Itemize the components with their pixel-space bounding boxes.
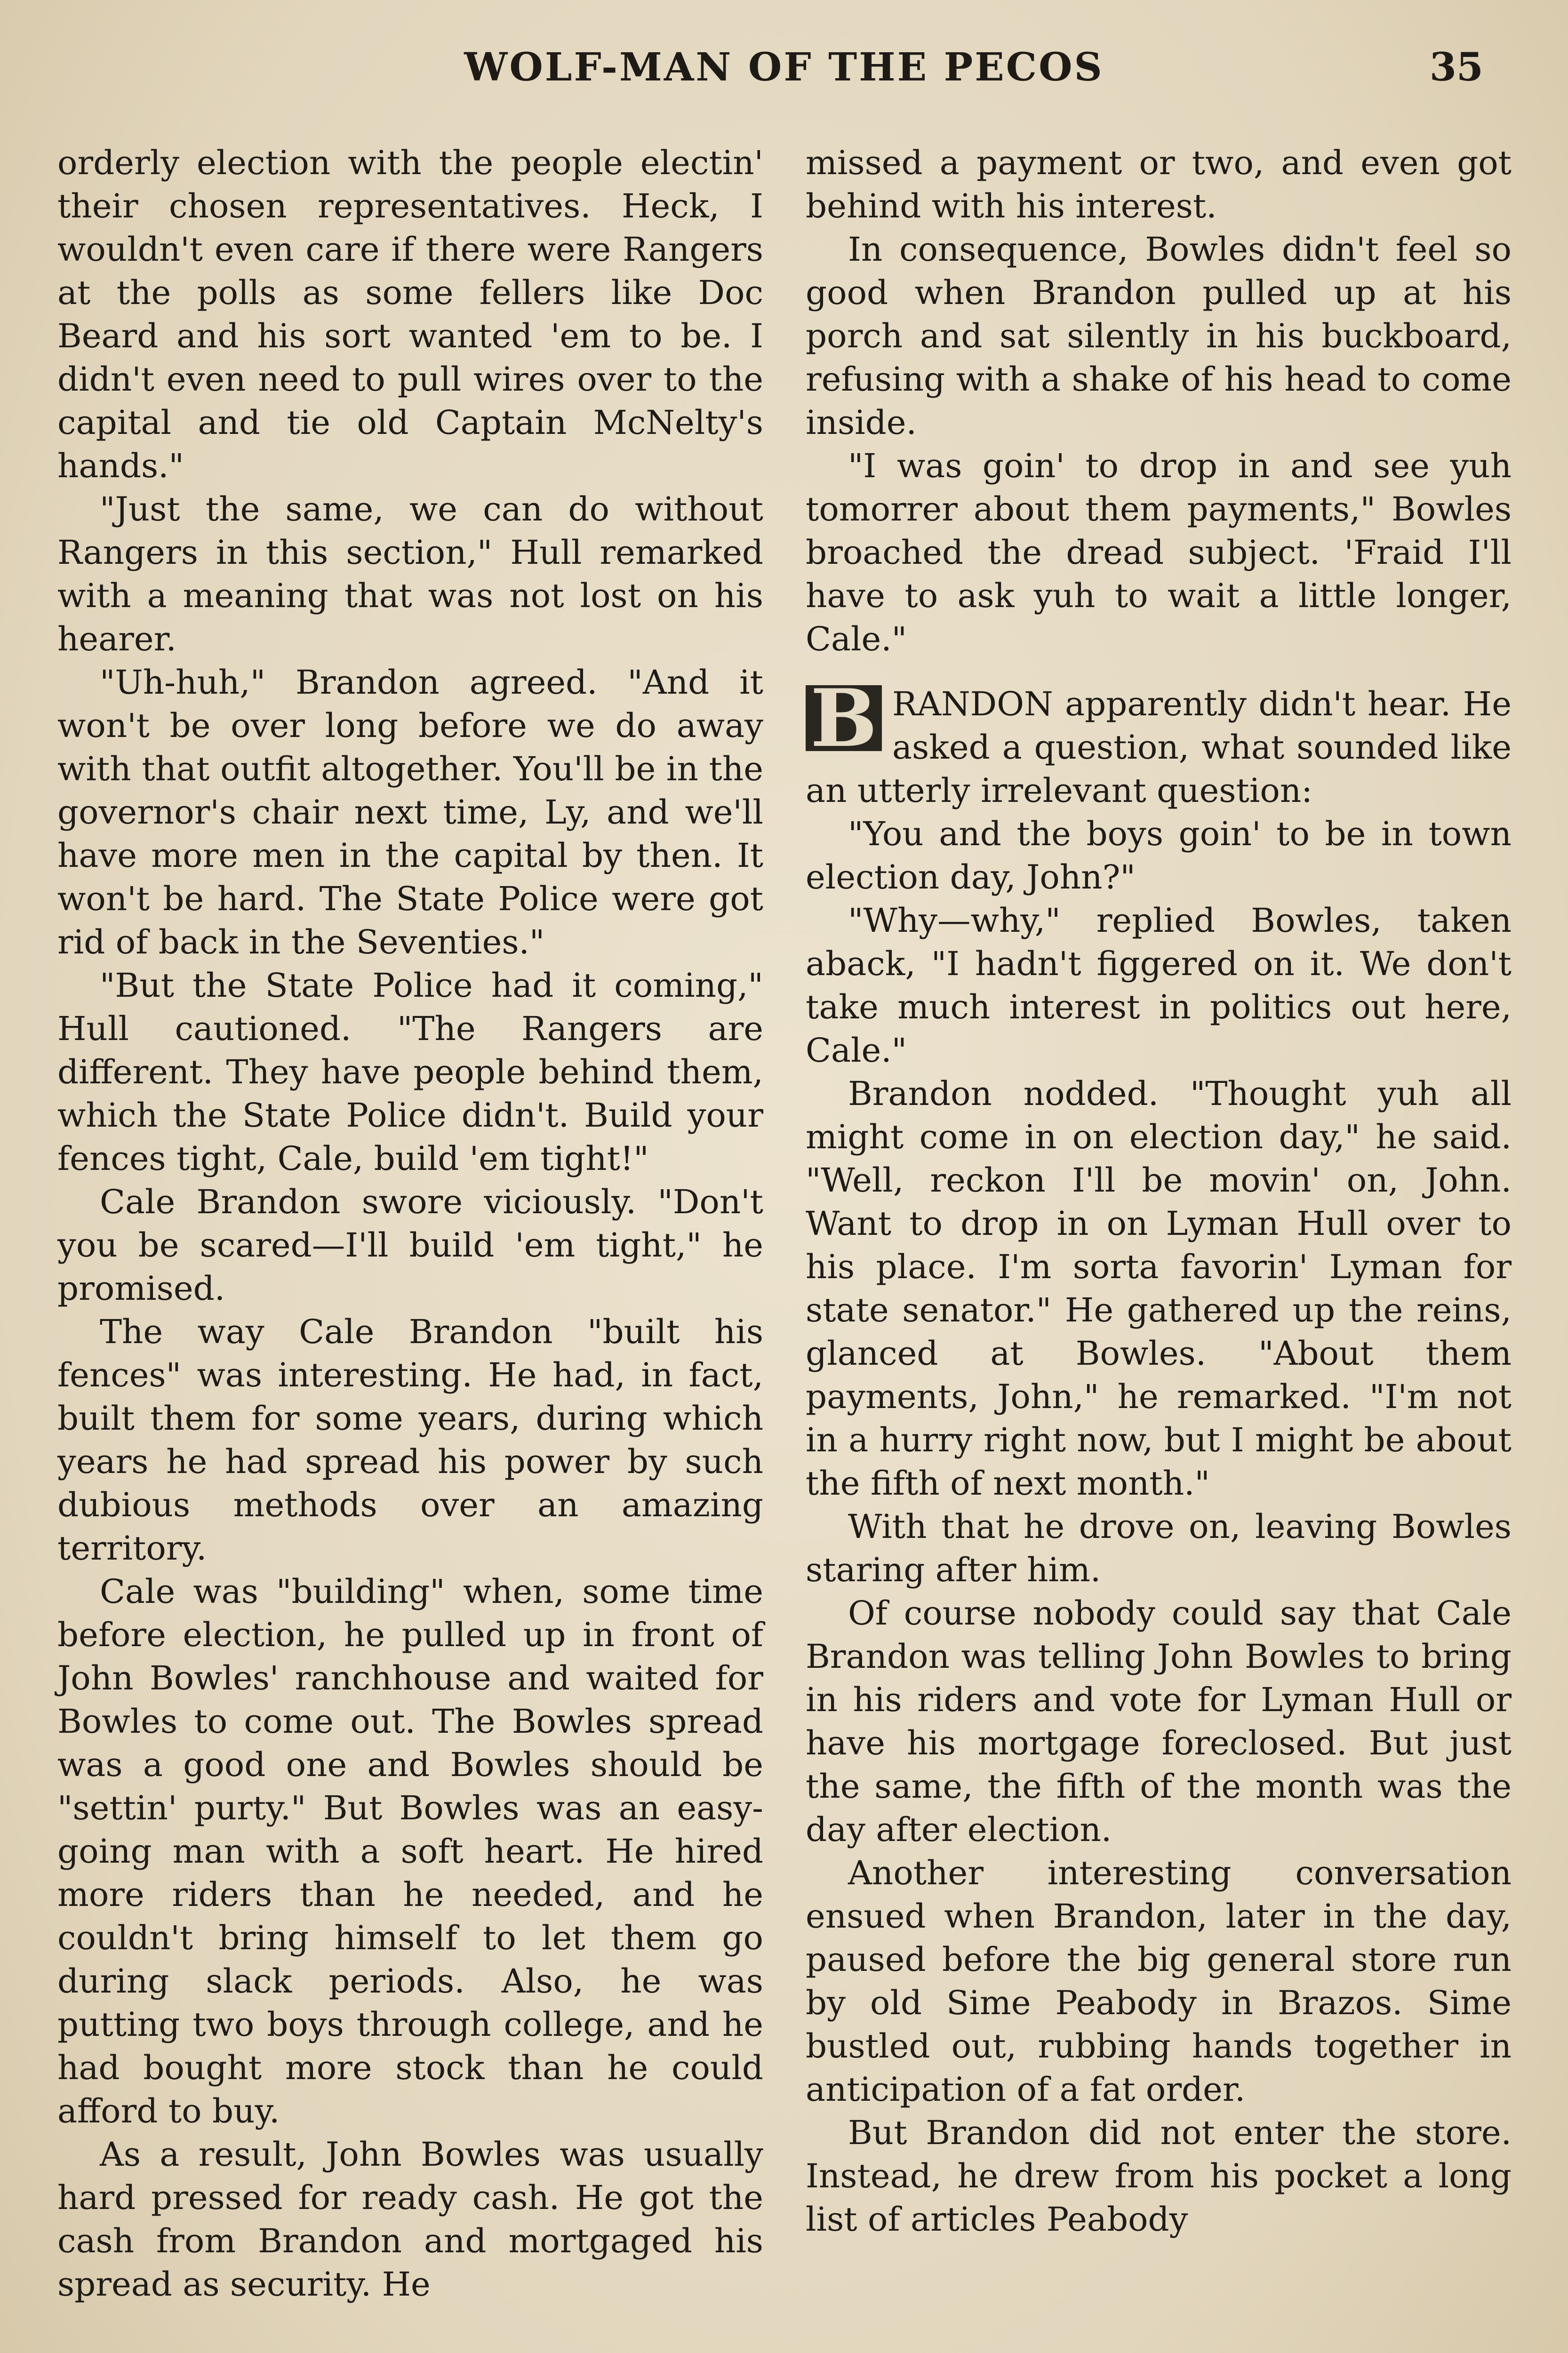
drop-cap-paragraph: [806, 672, 1512, 812]
paragraph: In consequence, Bowles didn't feel so good when Brandon pulled up at his porch and sat silently in his buckboard, refusing with a shake of his head to come inside.: [806, 230, 1512, 442]
left-column: [57, 141, 763, 2306]
page-header: [0, 40, 1568, 106]
paragraph: Brandon nodded. "Thought yuh all might come in on election day," he said. "Well, reckon I'll be movin' on, John. Want to drop in on Lyman Hull over to his place. I'm sorta favorin' Lyman for state senator." He gathered up the reins, glanced at Bowles. "About them payments, John," he remarked. "I'm not in a hurry right now, but I might be about the fifth of next month.": [806, 1074, 1512, 1503]
paragraph: The way Cale Brandon "built his fences" was interesting. He had, in fact, built them for some years, during which years he had spread his power by such dubious methods over an amazing territory.: [57, 1313, 763, 1568]
paragraph: orderly election with the people electin' their chosen representatives. Heck, I wouldn't even care if there were Rangers at the polls as some fellers like Doc Beard and his sort wanted 'em to be. I didn't even need to pull wires over to the capital and tie old Captain McNelty's hands.": [57, 144, 763, 485]
paragraph: With that he drove on, leaving Bowles staring after him.: [806, 1507, 1512, 1589]
paragraph: "You and the boys goin' to be in town election day, John?": [806, 815, 1512, 896]
drop-cap: B: [806, 685, 882, 751]
paragraph: Cale was "building" when, some time before election, he pulled up in front of John Bowles' ranchhouse and waited for Bowles to come out. The Bowles spread was a good one and Bowles should be "settin' purty." But Bowles was an easy-going man with a soft heart. He hired more riders than he needed, and he couldn't bring himself to let them go during slack periods. Also, he was putting two boys through college, and he had bought more stock than he could afford to buy.: [57, 1572, 763, 2130]
running-title: WOLF-MAN OF THE PECOS: [464, 45, 1104, 90]
paragraph: But Brandon did not enter the store. Instead, he drew from his pocket a long list of articles Peabody: [806, 2113, 1512, 2239]
page-number: 35: [1429, 45, 1483, 90]
paragraph: "Just the same, we can do without Rangers in this section," Hull remarked with a meaning that was not lost on his hearer.: [57, 490, 763, 658]
paragraph: "Uh-huh," Brandon agreed. "And it won't be over long before we do away with that outfit altogether. You'll be in the governor's chair next time, Ly, and we'll have more men in the capital by then. It won't be hard. The State Police were got rid of back in the Seventies.": [57, 663, 763, 961]
paragraph: "I was goin' to drop in and see yuh tomorrer about them payments," Bowles broached the dread subject. 'Fraid I'll have to ask yuh to wait a little longer, Cale.": [806, 447, 1512, 658]
paragraph: "But the State Police had it coming," Hull cautioned. "The Rangers are different. They have people behind them, which the State Police didn't. Build your fences tight, Cale, build 'em tight!": [57, 966, 763, 1178]
paragraph: "Why—why," replied Bowles, taken aback, "I hadn't figgered on it. We don't take much interest in politics out here, Cale.": [806, 901, 1512, 1070]
paragraph: Cale Brandon swore viciously. "Don't you be scared—I'll build 'em tight," he promised.: [57, 1183, 763, 1308]
paragraph: missed a payment or two, and even got behind with his interest.: [806, 144, 1512, 225]
drop-cap-paragraph-text: RANDON apparently didn't hear. He asked a question, what sounded like an utterly irrelevant question:: [806, 685, 1512, 810]
right-column: [806, 141, 1512, 2241]
paragraph: As a result, John Bowles was usually hard pressed for ready cash. He got the cash from Brandon and mortgaged his spread as security. He: [57, 2135, 763, 2304]
paragraph: Of course nobody could say that Cale Brandon was telling John Bowles to bring in his riders and vote for Lyman Hull or have his mortgage foreclosed. But just the same, the fifth of the month was the day after election.: [806, 1594, 1512, 1849]
paragraph: Another interesting conversation ensued when Brandon, later in the day, paused before the big general store run by old Sime Peabody in Brazos. Sime bustled out, rubbing hands together in anticipation of a fat order.: [806, 1854, 1512, 2109]
